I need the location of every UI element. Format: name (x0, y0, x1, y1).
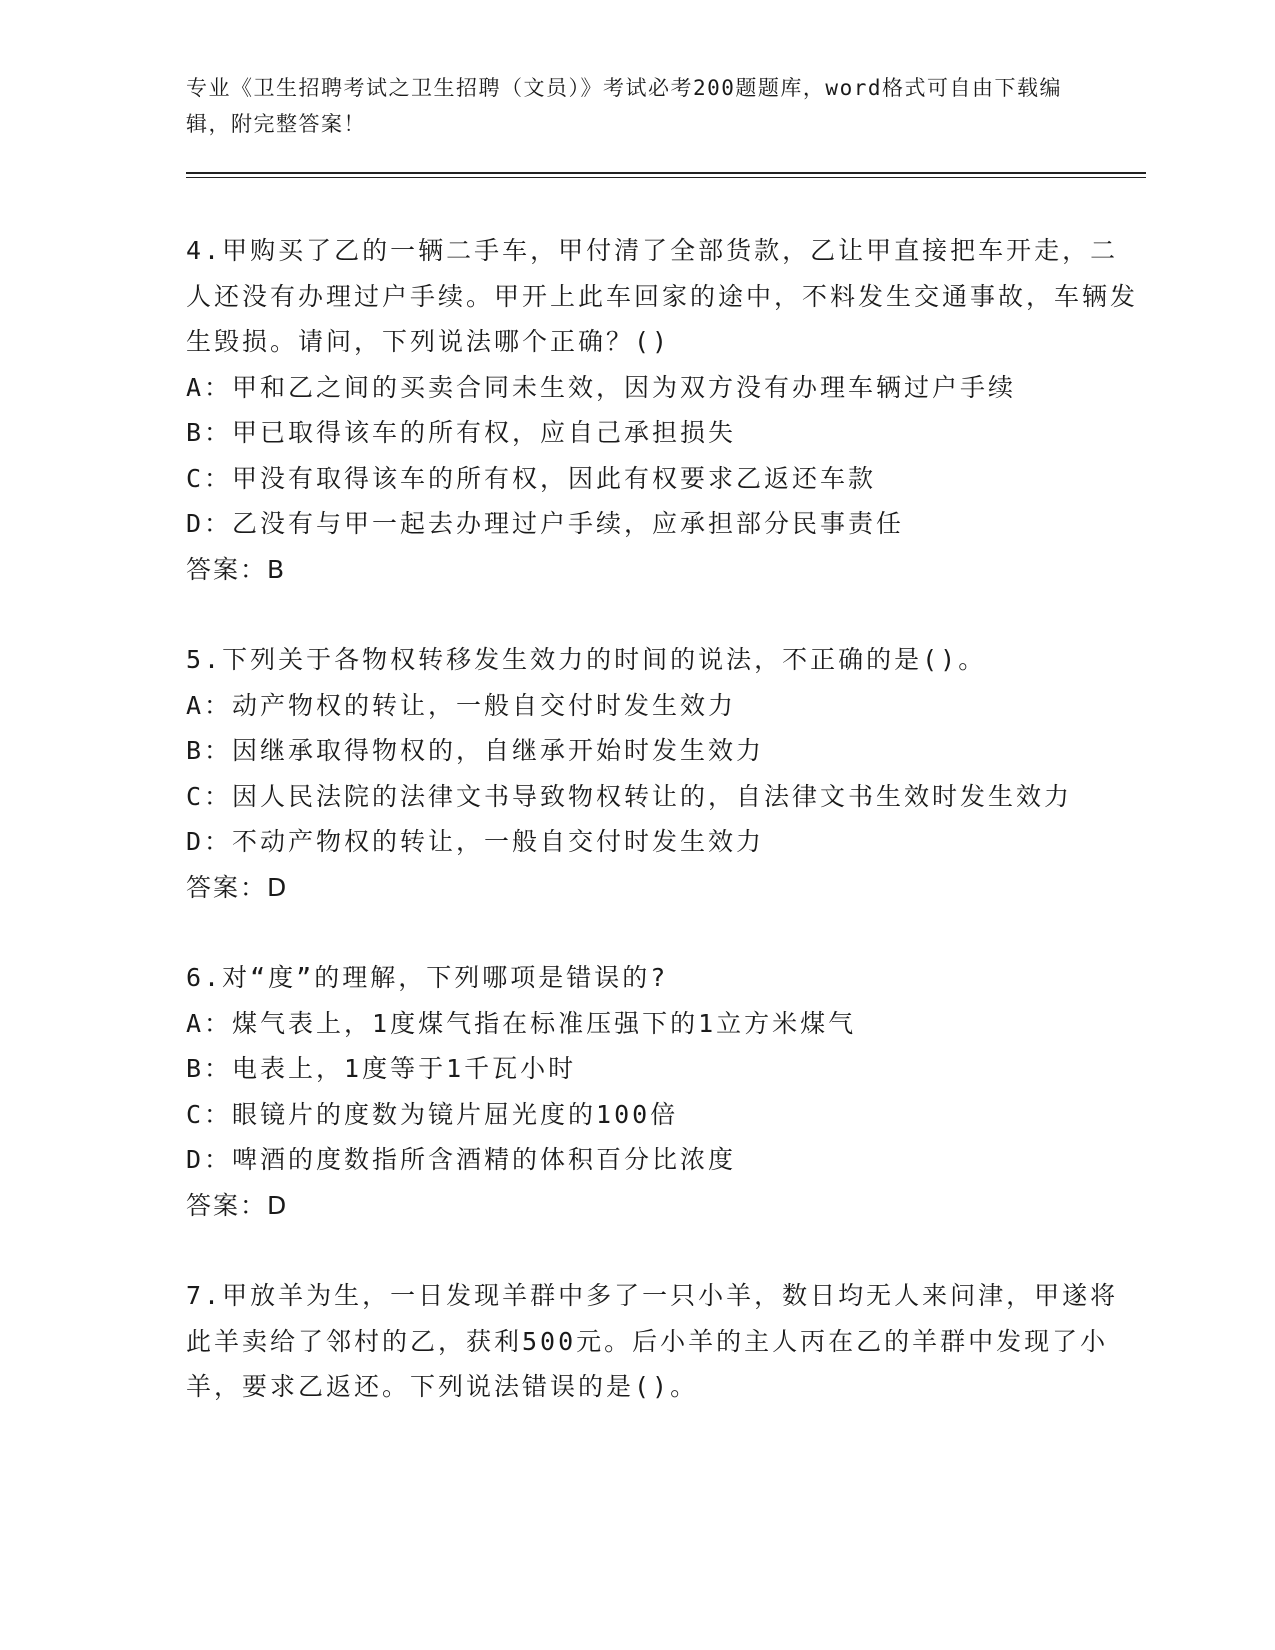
question-5 (186, 637, 1146, 910)
option-c: C：眼镜片的度数为镜片屈光度的100倍 (186, 1099, 679, 1129)
option-b: B：因继承取得物权的，自继承开始时发生效力 (186, 736, 765, 765)
document-header: 专业《卫生招聘考试之卫生招聘（文员）》考试必考200题题库，word格式可自由下载编辑，附完整答案！ (186, 76, 1062, 136)
option-a: A：甲和乙之间的买卖合同未生效，因为双方没有办理车辆过户手续 (186, 372, 1017, 402)
document-page (186, 70, 1146, 1410)
question-6 (186, 955, 1146, 1228)
answer-line: 答案：D (186, 1190, 289, 1220)
header-divider (186, 172, 1146, 178)
question-stem: 7.甲放羊为生，一日发现羊群中多了一只小羊，数日均无人来问津，甲遂将此羊卖给了邻村的乙，获利500元。后小羊的主人丙在乙的羊群中发现了小羊，要求乙返还。下列说法错误的是()。 (186, 1281, 1119, 1401)
question-stem: 4.甲购买了乙的一辆二手车，甲付清了全部货款，乙让甲直接把车开走，二人还没有办理过户手续。甲开上此车回家的途中，不料发生交通事故，车辆发生毁损。请问，下列说法哪个正确？() (186, 236, 1139, 356)
question-stem: 6.对“度”的理解，下列哪项是错误的? (186, 963, 669, 992)
option-b: B：电表上，1度等于1千瓦小时 (186, 1054, 577, 1083)
option-b: B：甲已取得该车的所有权，应自己承担损失 (186, 418, 737, 447)
option-a: A：煤气表上，1度煤气指在标准压强下的1立方米煤气 (186, 1008, 857, 1038)
option-a: A：动产物权的转让，一般自交付时发生效力 (186, 690, 737, 720)
option-d: D：不动产物权的转让，一般自交付时发生效力 (186, 827, 765, 856)
option-c: C：甲没有取得该车的所有权，因此有权要求乙返还车款 (186, 463, 877, 493)
question-4 (186, 228, 1146, 592)
question-7 (186, 1273, 1146, 1410)
option-d: D：乙没有与甲一起去办理过户手续，应承担部分民事责任 (186, 509, 905, 538)
option-d: D：啤酒的度数指所含酒精的体积百分比浓度 (186, 1145, 737, 1174)
question-stem: 5.下列关于各物权转移发生效力的时间的说法，不正确的是()。 (186, 645, 987, 674)
answer-line: 答案：D (186, 872, 289, 902)
answer-line: 答案：B (186, 554, 287, 584)
option-c: C：因人民法院的法律文书导致物权转让的，自法律文书生效时发生效力 (186, 781, 1073, 811)
